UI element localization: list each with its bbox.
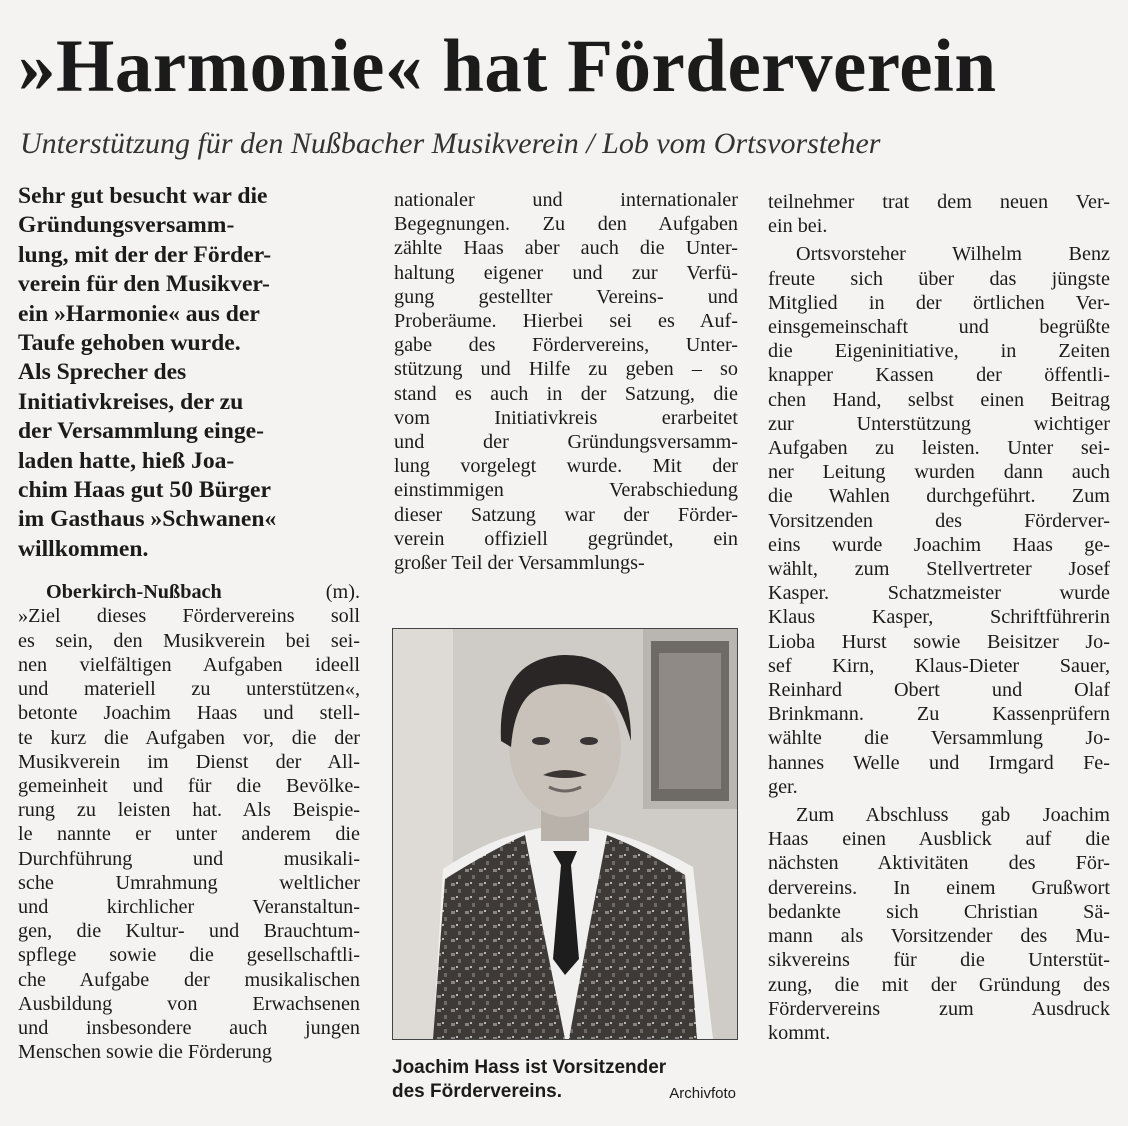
text-line: Kasper. Schatzmeister wurde <box>768 582 1110 605</box>
text-line: che Aufgabe der musikalischen <box>18 968 360 991</box>
lead-line: lung, mit der der Förder- <box>18 241 272 268</box>
text-line: gabe des Fördervereins, Unter- <box>394 334 738 357</box>
text-line: eins wurde Joachim Haas ge- <box>768 533 1110 556</box>
text-line: Proberäume. Hierbei sei es Auf- <box>394 310 738 333</box>
text-line: Begegnungen. Zu den Aufgaben <box>394 213 738 236</box>
text-line: Brinkmann. Zu Kassenprüfern <box>768 703 1110 726</box>
lead-line: der Versammlung einge- <box>18 418 264 445</box>
text-line: Ortsvorsteher Wilhelm Benz <box>796 243 1110 266</box>
text-line: sikvereins für die Unterstüt- <box>768 949 1110 972</box>
text-line: knapper Kassen der öffentli- <box>768 364 1110 387</box>
body-text-col2 <box>394 188 738 575</box>
text-line: und materiell zu unterstützen«, <box>18 678 360 701</box>
text-line: zung, die mit der Gründung des <box>768 973 1110 996</box>
text-line: mann als Vorsitzender des Mu- <box>768 925 1110 948</box>
lead-line: Als Sprecher des <box>18 359 187 386</box>
caption-line: Joachim Hass ist Vorsitzender <box>392 1057 667 1078</box>
text-line: betonte Joachim Haas und stell- <box>18 702 360 725</box>
text-line: vom Initiativkreis erarbeitet <box>394 406 738 429</box>
lead-line: ein »Harmonie« aus der <box>18 300 260 327</box>
text-line: Menschen sowie die Förderung <box>18 1041 272 1064</box>
text-line: ein bei. <box>768 215 828 238</box>
text-line: hannes Welle und Irmgard Fe- <box>768 751 1110 774</box>
text-line: sche Umrahmung weltlicher <box>18 871 360 894</box>
article-photo <box>392 628 738 1040</box>
col3-paragraph-1 <box>768 190 1110 238</box>
column-2 <box>394 188 738 575</box>
text-line: Zum Abschluss gab Joachim <box>796 804 1110 827</box>
text-line: und kirchlicher Veranstaltun- <box>18 895 360 918</box>
lead-paragraph <box>18 182 360 564</box>
author-tag: (m). <box>325 581 360 604</box>
text-line: einsgemeinschaft und begrüßte <box>768 316 1110 339</box>
text-line: nationaler und internationaler <box>394 189 738 211</box>
text-line: nächsten Aktivitäten des För- <box>768 852 1110 875</box>
text-line: Aufgaben zu leisten. Unter sei- <box>768 437 1110 460</box>
text-line: die Wahlen durchgeführt. Zum <box>768 485 1110 508</box>
lead-line: im Gasthaus »Schwanen« <box>18 506 277 533</box>
text-line: Vorsitzenden des Förderver- <box>768 509 1110 532</box>
text-line: ner Leitung wurden dann auch <box>768 461 1110 484</box>
col3-paragraph-2 <box>768 242 1110 799</box>
col3-paragraph-3 <box>768 803 1110 1045</box>
text-line: Reinhard Obert und Olaf <box>768 679 1110 702</box>
text-line: großer Teil der Versammlungs- <box>394 552 645 575</box>
text-line: bedankte sich Christian Sä- <box>768 900 1110 923</box>
text-line: dervereins. In einem Grußwort <box>768 876 1110 899</box>
dateline-line <box>18 580 360 604</box>
text-line: und der Gründungsversamm- <box>394 431 738 454</box>
text-line: lung vorgelegt wurde. Mit der <box>394 455 738 478</box>
text-line: freute sich über das jüngste <box>768 267 1110 290</box>
text-line: die Eigeninitiative, in Zeiten <box>768 340 1110 363</box>
subheadline: Unterstützung für den Nußbacher Musikverein / Lob vom Ortsvorsteher <box>20 127 881 160</box>
lead-line: Initiativkreises, der zu <box>18 388 244 415</box>
lead-line: laden hatte, hieß Joa- <box>18 447 235 474</box>
text-line: spflege sowie die gesellschaftli- <box>18 944 360 967</box>
text-line: zählte Haas aber auch die Unter- <box>394 237 738 260</box>
text-line: stand es auch in der Satzung, die <box>394 382 738 405</box>
lead-line: Sehr gut besucht war die <box>18 183 268 209</box>
text-line: nen vielfältigen Aufgaben ideell <box>18 653 360 676</box>
lead-line: willkommen. <box>18 535 149 562</box>
text-line: rung zu leisten hat. Als Beispie- <box>18 799 360 822</box>
text-line: Mitglied in der örtlichen Ver- <box>768 291 1110 314</box>
text-line: zur Unterstützung wichtiger <box>768 412 1110 435</box>
text-line: Klaus Kasper, Schriftführerin <box>768 606 1110 629</box>
photo-credit: Archivfoto <box>669 1085 736 1102</box>
photo-caption <box>392 1056 736 1104</box>
text-line: Musikverein im Dienst der All- <box>18 750 360 773</box>
headline: »Harmonie« hat Förderverein <box>18 25 997 108</box>
text-line: haltung eigener und zur Verfü- <box>394 261 738 284</box>
text-line: Lioba Hurst sowie Beisitzer Jo- <box>768 630 1110 653</box>
text-line: »Ziel dieses Fördervereins soll <box>18 605 360 628</box>
lead-line: Taufe gehoben wurde. <box>18 330 241 357</box>
text-line: gen, die Kultur- und Brauchtum- <box>18 920 360 943</box>
caption-line: des Fördervereins. <box>392 1081 563 1102</box>
text-line: gemeinheit und für die Bevölke- <box>18 774 360 797</box>
lead-line: Gründungsversamm- <box>18 212 235 239</box>
lead-line: verein für den Musikver- <box>18 271 270 298</box>
text-line: dieser Satzung war der Förder- <box>394 503 738 526</box>
text-line: teilnehmer trat dem neuen Ver- <box>768 191 1110 213</box>
text-line: Durchführung und musikali- <box>18 847 360 870</box>
text-line: ger. <box>768 775 798 798</box>
text-line: kommt. <box>768 1021 831 1044</box>
text-line: chen Hand, selbst einen Beitrag <box>768 388 1110 411</box>
column-1 <box>18 182 360 1064</box>
lead-line: chim Haas gut 50 Bürger <box>18 477 271 504</box>
text-line: sef Kirn, Klaus-Dieter Sauer, <box>768 654 1110 677</box>
text-line: einstimmigen Verabschiedung <box>394 479 738 502</box>
text-line: te kurz die Aufgaben vor, die der <box>18 726 360 749</box>
body-text-col3 <box>768 190 1110 1045</box>
text-line: wählt, zum Stellvertreter Josef <box>768 558 1110 581</box>
text-line: Haas einen Ausblick auf die <box>768 828 1110 851</box>
text-line: und insbesondere auch jungen <box>18 1016 360 1039</box>
text-line: Fördervereins zum Ausdruck <box>768 997 1110 1020</box>
text-line: le nannte er unter anderem die <box>18 823 360 846</box>
text-line: es sein, den Musikverein bei sei- <box>18 629 360 652</box>
dateline: Oberkirch-Nußbach <box>46 581 222 604</box>
text-line: Ausbildung von Erwachsenen <box>18 992 360 1015</box>
text-line: gung gestellter Vereins- und <box>394 285 738 308</box>
text-line: stützung und Hilfe zu geben – so <box>394 358 738 381</box>
text-line: verein offiziell gegründet, ein <box>394 527 738 550</box>
portrait-photo-image <box>393 629 737 1039</box>
column-3 <box>768 190 1110 1045</box>
text-line: wählte die Versammlung Jo- <box>768 727 1110 750</box>
body-text-col1 <box>18 580 360 1064</box>
